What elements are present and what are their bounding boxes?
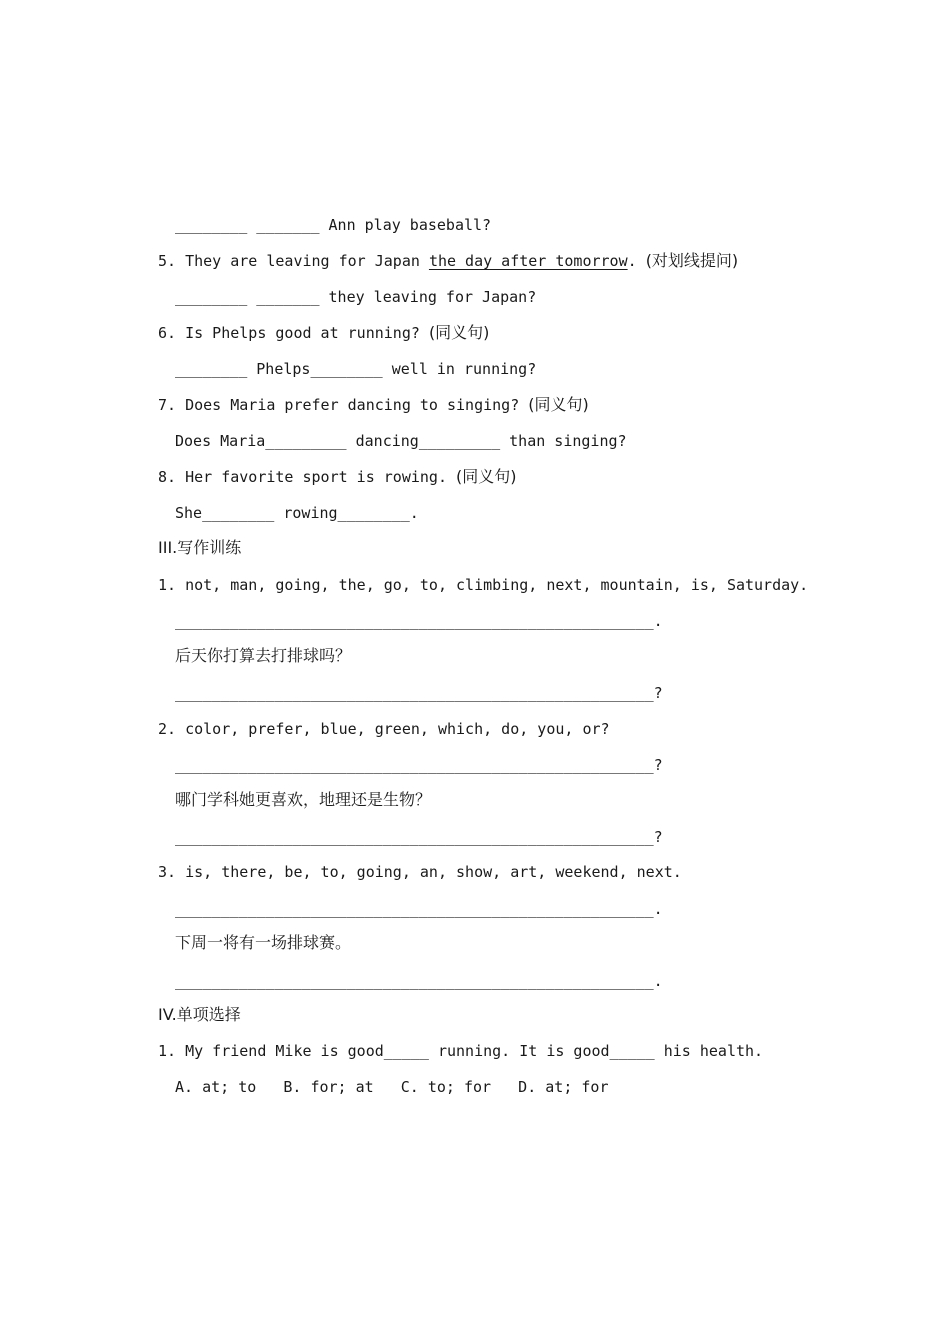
question-text: Her favorite sport is rowing. bbox=[185, 468, 457, 486]
instruction-note: (同义句) bbox=[456, 467, 517, 486]
question-text: Is Phelps good at running? bbox=[185, 324, 429, 342]
section-3-heading: III.写作训练 bbox=[158, 538, 242, 557]
instruction-note: (同义句) bbox=[428, 323, 490, 342]
s3-q1-answer-blank: _____________________________________________________. bbox=[175, 612, 663, 630]
instruction-note: (对划线提问) bbox=[645, 251, 739, 270]
question-7 bbox=[158, 395, 589, 415]
s3-q2-answer-blank: _____________________________________________________? bbox=[175, 756, 663, 774]
question-text: They are leaving for Japan bbox=[185, 252, 429, 270]
question-number: 8. bbox=[158, 468, 177, 486]
s3-question-1-words: 1. not, man, going, the, go, to, climbing, next, mountain, is, Saturday. bbox=[158, 576, 809, 594]
s3-q3-chinese-sentence: 下周一将有一场排球赛。 bbox=[175, 933, 352, 952]
question-number: 7. bbox=[158, 396, 177, 414]
s4-question-1-options: A. at; to B. for; at C. to; for D. at; for bbox=[175, 1078, 609, 1096]
q7-answer-line: Does Maria_________ dancing_________ than singing? bbox=[175, 432, 627, 450]
question-number: 6. bbox=[158, 324, 177, 342]
s3-question-2-words: 2. color, prefer, blue, green, which, do, you, or? bbox=[158, 720, 610, 738]
question-text-end: . bbox=[627, 252, 646, 270]
q8-answer-line: She________ rowing________. bbox=[175, 504, 419, 522]
question-6 bbox=[158, 323, 489, 343]
question-text: Does Maria prefer dancing to singing? bbox=[185, 396, 529, 414]
q6-answer-line: ________ Phelps________ well in running? bbox=[175, 360, 537, 378]
s3-q2-chinese-sentence: 哪门学科她更喜欢，地理还是生物？ bbox=[175, 790, 432, 809]
question-8 bbox=[158, 467, 517, 487]
question-5 bbox=[158, 251, 738, 271]
question-number: 5. bbox=[158, 252, 177, 270]
s3-q3-cn-answer-blank: _____________________________________________________. bbox=[175, 972, 663, 990]
s4-question-1: 1. My friend Mike is good_____ running. It is good_____ his health. bbox=[158, 1042, 764, 1060]
s3-q3-answer-blank: _____________________________________________________. bbox=[175, 900, 663, 918]
s3-q2-cn-answer-blank: _____________________________________________________? bbox=[175, 828, 663, 846]
s3-q1-chinese-sentence: 后天你打算去打排球吗？ bbox=[175, 646, 352, 665]
section-4-heading: IV.单项选择 bbox=[158, 1005, 241, 1024]
s3-question-3-words: 3. is, there, be, to, going, an, show, art, weekend, next. bbox=[158, 863, 682, 881]
q4-answer-line: ________ _______ Ann play baseball? bbox=[175, 216, 492, 234]
q5-answer-line: ________ _______ they leaving for Japan? bbox=[175, 288, 537, 306]
s3-q1-cn-answer-blank: _____________________________________________________? bbox=[175, 684, 663, 702]
instruction-note: (同义句) bbox=[528, 395, 589, 414]
underlined-phrase: the day after tomorrow bbox=[428, 252, 628, 270]
